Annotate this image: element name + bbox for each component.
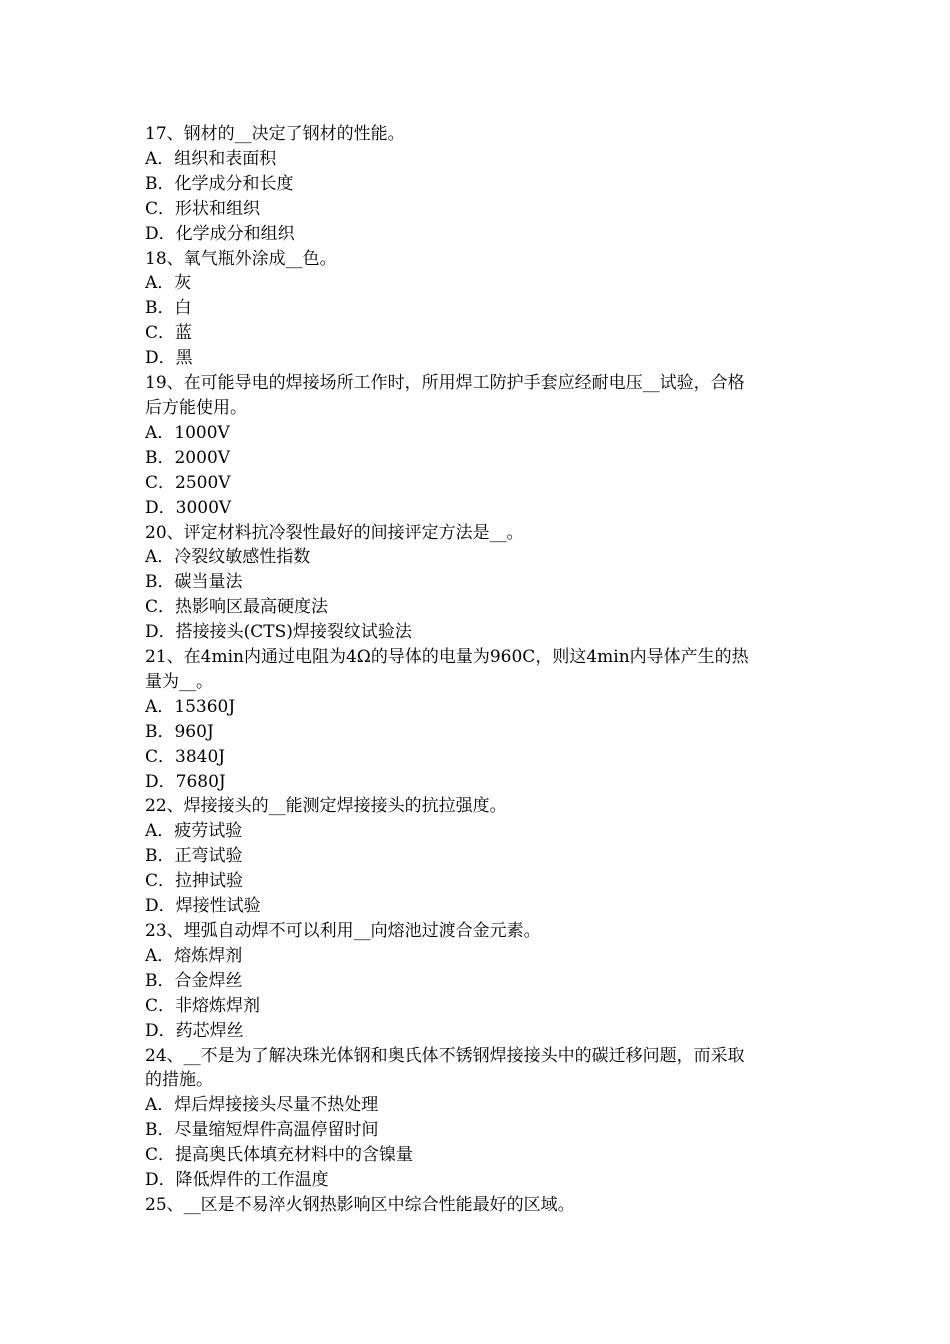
option-b: B．碳当量法 <box>145 572 243 593</box>
question-stem: 23、埋弧自动焊不可以利用__向熔池过渡合金元素。 <box>145 921 541 941</box>
option-b: B．960J <box>145 721 214 742</box>
option-c: C．2500V <box>145 472 231 493</box>
option-a: A．灰 <box>145 273 192 294</box>
option-b: B．白 <box>145 298 192 319</box>
option-b: B．尽量缩短焊件高温停留时间 <box>145 1120 379 1141</box>
question-stem-continued: 后方能使用。 <box>145 397 247 418</box>
option-a: A．疲劳试验 <box>145 821 243 842</box>
question-stem: 20、评定材料抗冷裂性最好的间接评定方法是__。 <box>145 522 524 543</box>
option-c: C．热影响区最高硬度法 <box>145 597 329 618</box>
question-stem: 19、在可能导电的焊接场所工作时，所用焊工防护手套应经耐电压__试验，合格 <box>145 373 745 394</box>
option-d: D．药芯焊丝 <box>145 1020 244 1041</box>
question-19 <box>145 371 813 520</box>
option-d: D．7680J <box>145 771 226 792</box>
question-stem: 17、钢材的__决定了钢材的性能。 <box>145 124 405 144</box>
question-21 <box>145 645 813 794</box>
option-a: A．焊后焊接接头尽量不热处理 <box>145 1095 379 1116</box>
question-stem: 21、在4min内通过电阻为4Ω的导体的电量为960C，则这4min内导体产生的热 <box>145 647 749 668</box>
option-b: B．合金焊丝 <box>145 970 243 991</box>
option-b: B．正弯试验 <box>145 846 243 867</box>
option-c: C．非熔炼焊剂 <box>145 995 261 1016</box>
option-d: D．降低焊件的工作温度 <box>145 1170 329 1191</box>
option-a: A．组织和表面积 <box>145 148 277 169</box>
question-22 <box>145 794 813 919</box>
question-stem: 22、焊接接头的__能测定焊接接头的抗拉强度。 <box>145 796 507 817</box>
option-d: D．化学成分和组织 <box>145 223 295 244</box>
option-a: A．1000V <box>145 422 230 443</box>
option-a: A．15360J <box>145 696 236 717</box>
option-a: A．冷裂纹敏感性指数 <box>145 547 311 568</box>
option-c: C．形状和组织 <box>145 198 261 219</box>
question-18 <box>145 247 813 372</box>
option-c: C．提高奥氏体填充材料中的含镍量 <box>145 1145 414 1166</box>
question-17 <box>145 122 813 247</box>
question-23 <box>145 919 813 1044</box>
question-20 <box>145 521 813 646</box>
option-c: C．3840J <box>145 746 226 767</box>
option-c: C．拉抻试验 <box>145 871 244 892</box>
option-b: B．化学成分和长度 <box>145 173 294 194</box>
question-stem: 25、__区是不易淬火钢热影响区中综合性能最好的区域。 <box>145 1194 575 1215</box>
option-d: D．黑 <box>145 348 193 369</box>
option-b: B．2000V <box>145 447 231 468</box>
question-25 <box>145 1193 813 1218</box>
question-stem: 24、__不是为了解决珠光体钢和奥氏体不锈钢焊接接头中的碳迁移问题，而采取 <box>145 1045 745 1066</box>
option-c: C．蓝 <box>145 323 193 344</box>
document-page <box>145 122 813 1218</box>
option-d: D．3000V <box>145 497 232 518</box>
question-stem: 18、氧气瓶外涂成__色。 <box>145 248 337 269</box>
option-a: A．熔炼焊剂 <box>145 945 243 966</box>
question-stem-continued: 的措施。 <box>145 1070 213 1091</box>
option-d: D．搭接接头(CTS)焊接裂纹试验法 <box>145 622 412 643</box>
question-stem-continued: 量为__。 <box>145 671 213 692</box>
question-24 <box>145 1044 813 1193</box>
option-d: D．焊接性试验 <box>145 896 261 917</box>
